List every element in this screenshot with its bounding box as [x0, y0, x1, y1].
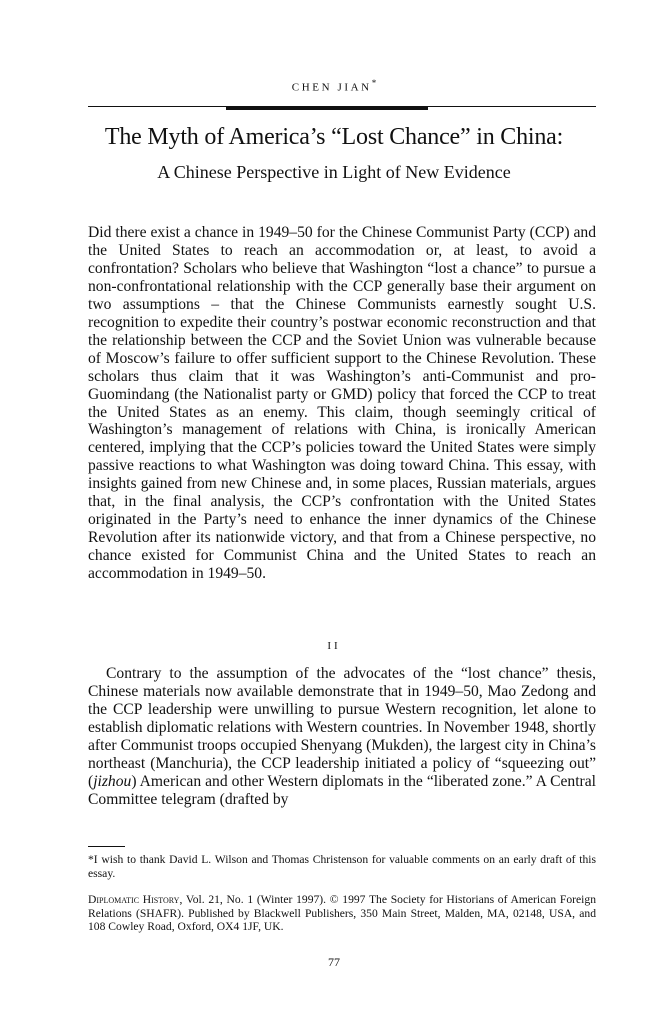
footnote: *I wish to thank David L. Wilson and Thomas Christenson for valuable comments on an early draft of this essay.	[88, 853, 596, 880]
paragraph-2-text-a: Contrary to the assumption of the advocates of the “lost chance” thesis, Chinese materials now available demonstrate that in 1949–50, Mao Zedong and the CCP leadership were unwilling to pursue Western recognition, let alone to establish diplomatic relations with Western countries. In November 1948, shortly after Communist troops occupied Shenyang (Mukden), the largest city in China’s northeast (Manchuria), the CCP leadership initiated a policy of “squeezing out” (	[88, 665, 596, 790]
section-number: II	[327, 640, 341, 652]
article-title: The Myth of America’s “Lost Chance” in China:	[104, 124, 564, 150]
paragraph-2-italic-term: jizhou	[93, 772, 132, 790]
footnote-rule	[88, 846, 125, 847]
author-name-text: CHEN JIAN	[291, 81, 372, 94]
header-rule-accent	[226, 106, 428, 110]
page-number: 77	[328, 955, 340, 969]
body-paragraph-1: Did there exist a chance in 1949–50 for the Chinese Communist Party (CCP) and the United States to reach an accommodation or, at least, to avoid a confrontation? Scholars who believe that Washington “lost a chance” to pursue a non-confrontational relationship with the CCP generally base their argument on two assumptions – that the Chinese Communists earnestly sought U.S. recognition to expedite their country’s postwar economic reconstruction and that the relationship between the CCP and the Soviet Union was vulnerable because of Moscow’s failure to offer sufficient support to the Chinese Revolution. These scholars thus claim that it was Washington’s anti-Communist and pro-Guomindang (the Nationalist party or GMD) policy that forced the CCP to treat the United States as an enemy. This claim, though seemingly critical of Washington’s management of relations with China, is ironically American centered, implying that the CCP’s policies toward the United States were simply passive reactions to what Washington was doing toward China. This essay, with insights gained from new Chinese and, in some places, Russian materials, argues that, in the final analysis, the CCP’s confrontation with the United States originated in the Party’s need to enhance the inner dynamics of the Chinese Revolution after its nationwide victory, and that from a Chinese perspective, no chance existed for Communist China and the United States to reach an accommodation in 1949–50.	[88, 224, 596, 583]
journal-name: Diplomatic History	[88, 893, 180, 906]
author-name	[0, 78, 668, 94]
publication-info	[88, 893, 596, 934]
paragraph-2-text-b: ) American and other Western diplomats in the “liberated zone.” A Central Committee telegram (drafted by	[88, 772, 596, 808]
article-subtitle: A Chinese Perspective in Light of New Evidence	[157, 162, 511, 182]
author-footnote-mark: *	[371, 78, 377, 88]
publication-details: , Vol. 21, No. 1 (Winter 1997). © 1997 The Society for Historians of American Foreign Relations (SHAFR). Published by Blackwell Publishers, 350 Main Street, Malden, MA, 02148, USA, and 108 Cowley Road, Oxford, OX4 1JF, UK.	[88, 893, 596, 933]
body-paragraph-2	[88, 665, 596, 809]
